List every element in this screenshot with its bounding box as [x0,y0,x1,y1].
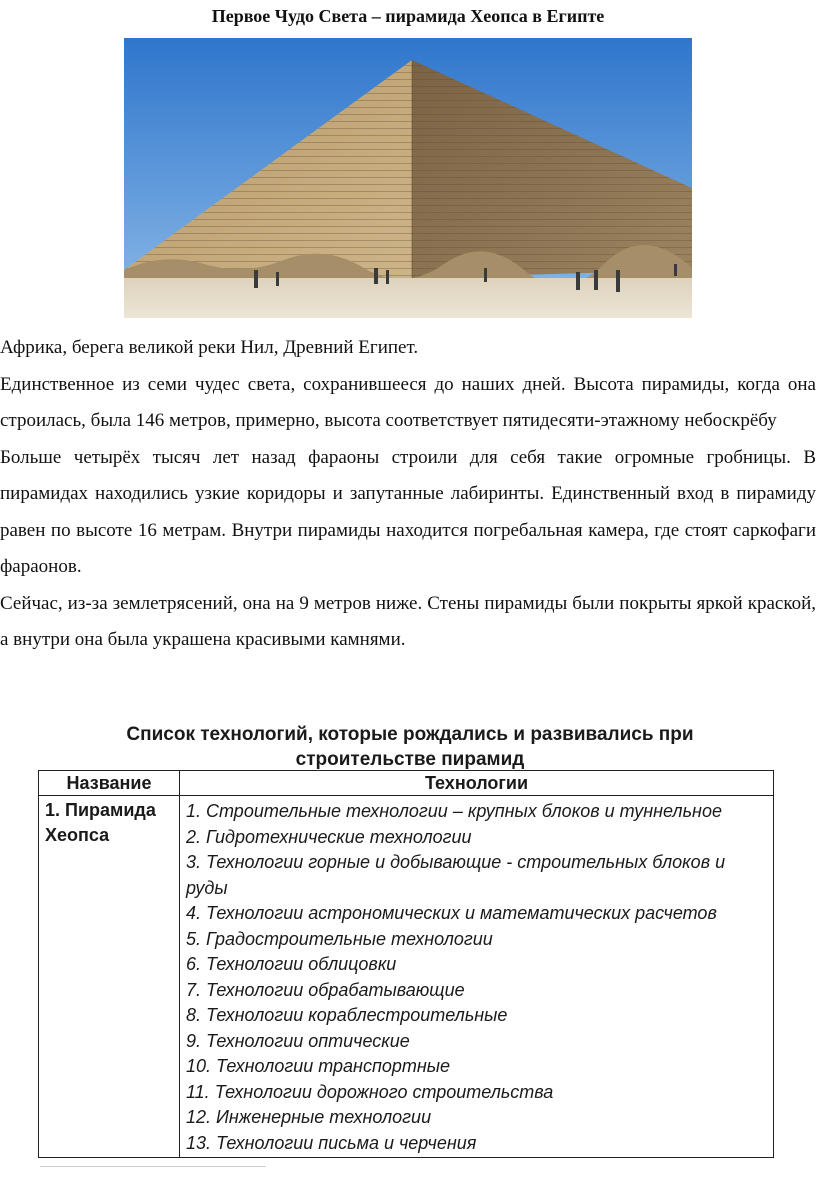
pyramid-photo [124,38,692,318]
list-item: 10. Технологии транспортные [186,1056,451,1076]
list-item: 2. Гидротехнические технологии [186,826,472,847]
body-text [0,330,816,659]
list-item: 4. Технологии астрономических и математических расчетов [186,903,717,923]
paragraph: Сейчас, из-за землетрясений, она на 9 метров ниже. Стены пирамиды были покрыты яркой краской, а внутри она была украшена красивыми камнями. [0,592,816,650]
table-header-row [39,771,774,796]
column-header-name: Название [39,771,180,796]
paragraph: Африка, берега великой реки Нил, Древний Египет. [0,337,419,358]
list-item: 7. Технологии обрабатывающие [186,979,465,1000]
list-item: 8. Технологии кораблестроительные [186,1005,508,1025]
list-item: 3. Технологии горные и добывающие - строительных блоков и руды [186,852,726,898]
row-name-cell: 1. Пирамида Хеопса [39,796,180,1158]
list-item: 13. Технологии письма и черчения [186,1132,477,1153]
technologies-cell [180,796,774,1158]
technologies-list [186,799,767,1156]
page-title: Первое Чудо Света – пирамида Хеопса в Египте [211,6,605,26]
list-item: 5. Градостроительные технологии [186,928,493,949]
footnote-divider [40,1166,266,1167]
technologies-table [38,770,774,1158]
table-row [39,796,774,1158]
table-caption: Список технологий, которые рождались и развивались при строительстве пирамид [126,724,694,770]
paragraph: Единственное из семи чудес света, сохранившееся до наших дней. Высота пирамиды, когда она строилась, была 146 метров, примерно, высота соответствует пятидесяти-этажному небоскрёбу [0,373,816,431]
list-item: 6. Технологии облицовки [186,954,397,974]
list-item: 12. Инженерные технологии [186,1107,432,1127]
column-header-technologies: Технологии [180,771,774,796]
list-item: 9. Технологии оптические [186,1030,410,1051]
list-item: 1. Строительные технологии – крупных блоков и туннельное [186,801,722,821]
list-item: 11. Технологии дорожного строительства [186,1081,554,1102]
paragraph: Больше четырёх тысяч лет назад фараоны строили для себя такие огромные гробницы. В пирамидах находились узкие коридоры и запутанные лабиринты. Единственный вход в пирамиду равен по высоте 16 метрам. Внутри пирамиды находится погребальная камера, где стоят саркофаги фараонов. [0,446,816,577]
